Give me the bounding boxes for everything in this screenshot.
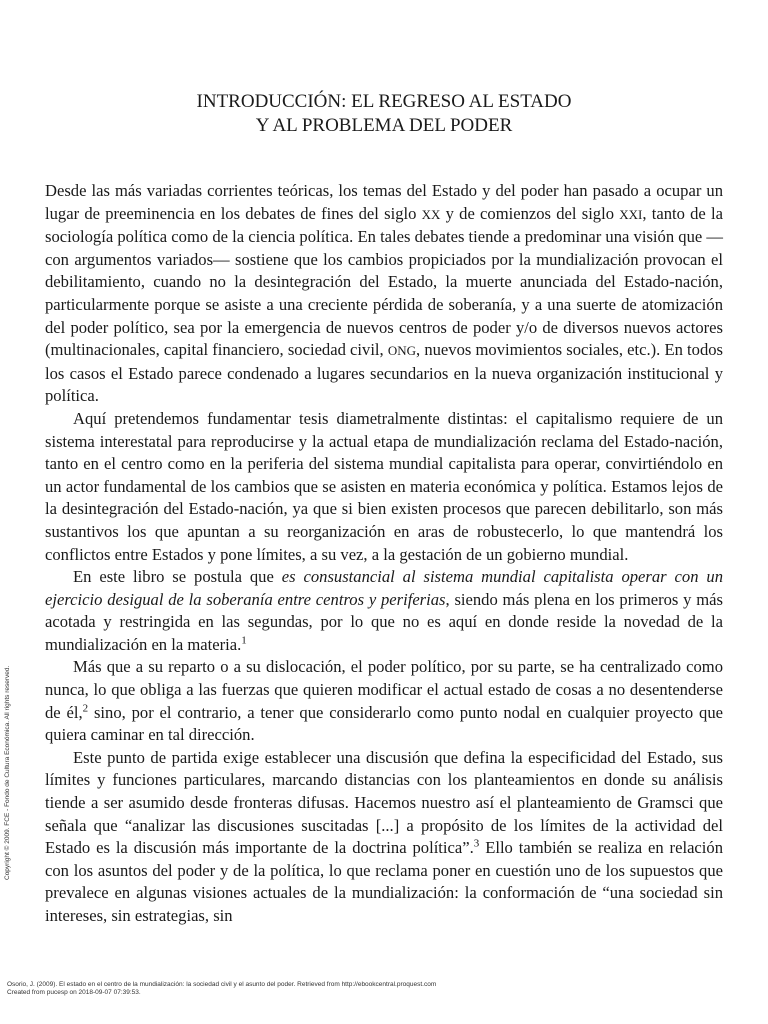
- paragraph-3: En este libro se postula que es consustancial al sistema mundial capitalista operar con un ejercicio desigual de la soberanía entre centros y periferias, siendo más plena en los primeros y más acotada y restringida en las segundas, por lo que no es aquí en donde reside la novedad de la mundialización en la materia.$^1$: [45, 567, 723, 654]
- page-title: [0, 90, 768, 138]
- ong-abbrev: ONG: [387, 343, 417, 359]
- paragraph-2: Aquí pretendemos fundamentar tesis diametralmente distintas: el capitalismo requiere de un sistema interestatal para reproducirse y la actual etapa de mundialización reclama del Estado-nación, tanto en el centro como en la periferia del sistema mundial capitalista para operar, convirtiéndolo en un actor fundamental de los cambios que se asisten en materia económica y política. Estamos lejos de la desintegración del Estado-nación, ya que si bien existen procesos que parecen debilitarlo, son más sustantivos los que apuntan a su reorganización en aras de robustecerlo, lo que mantendrá los conflictos entre Estados y pone límites, a su vez, a la gestación de un gobierno mundial.: [45, 408, 723, 564]
- paragraph-1: Desde las más variadas corrientes teóricas, los temas del Estado y del poder han pasado a ocupar un lugar de preeminencia en los debates de fines del siglo XX y de comienzos del siglo XXI, tanto de la sociología política como de la ciencia política. En tales debates tiende a predominar una visión que —con argumentos variados— sostiene que los cambios propiciados por la mundialización provocan el debilitamiento, cuando no la desintegración del Estado, la muerte anunciada del Estado-nación, particularmente porque se asiste a una creciente pérdida de soberanía, y a una suerte de atomización del poder político, sea por la emergencia de nuevos centros de poder y/o de diversos nuevos actores (multinacionales, capital financiero, sociedad civil, ONG, nuevos movimientos sociales, etc.). En todos los casos el Estado parece condenado a lugares secundarios en la nueva organización institucional y política.: [45, 181, 724, 406]
- footer-citation: Osorio, J. (2009). El estado en el centro de la mundialización: la sociedad civil y el asunto del poder. Retrieved from http://ebookcentral.proquest.com: [7, 981, 437, 988]
- emphasis-thesis: es consustancial al sistema mundial capitalista operar con un ejercicio desigual de la soberanía entre centros y periferias: [45, 567, 723, 609]
- paragraph-5: Este punto de partida exige establecer una discusión que defina la especificidad del Estado, sus límites y funciones particulares, marcando distancias con los planteamientos en donde su análisis tiende a ser asumido desde fronteras difusas. Hacemos nuestro así el planteamiento de Gramsci que señala que “analizar las discusiones suscitadas [...] a propósito de los límites de la actividad del Estado es la discusión más importante de la doctrina política”.$^3$ Ello también se realiza en relación con los asuntos del poder y de la política, lo que reclama poner en cuestión uno de los supuestos que prevalece en algunas visiones actuales de la mundialización: la conformación de “una sociedad sin intereses, sin estrategias, sin: [45, 747, 723, 925]
- title-line-1: INTRODUCCIÓN: EL REGRESO AL ESTADO: [196, 91, 572, 112]
- title-line-2: Y AL PROBLEMA DEL PODER: [255, 115, 513, 136]
- page-footer: [7, 981, 436, 997]
- century-xxi: XXI: [619, 206, 643, 222]
- side-copyright-notice: Copyright © 2009. FCE - Fondo de Cultura Económica. All rights reserved.: [4, 665, 11, 880]
- footer-created: Created from pucesp on 2018-09-07 07:39:53.: [7, 989, 141, 996]
- footnote-ref-2[interactable]: 2: [82, 702, 89, 715]
- paragraph-4: Más que a su reparto o a su dislocación, el poder político, por su parte, se ha centralizado como nunca, lo que obliga a las fuerzas que quieren modificar el actual estado de cosas a no desentenderse de él,$^2$ sino, por el contrario, a tener que considerarlo como punto nodal en cualquier proyecto que quiera caminar en tal dirección.: [45, 657, 723, 745]
- century-xx: XX: [421, 206, 441, 222]
- footnote-ref-3[interactable]: 3: [473, 837, 480, 850]
- body-text: [45, 180, 723, 928]
- footnote-ref-1[interactable]: 1: [241, 634, 247, 647]
